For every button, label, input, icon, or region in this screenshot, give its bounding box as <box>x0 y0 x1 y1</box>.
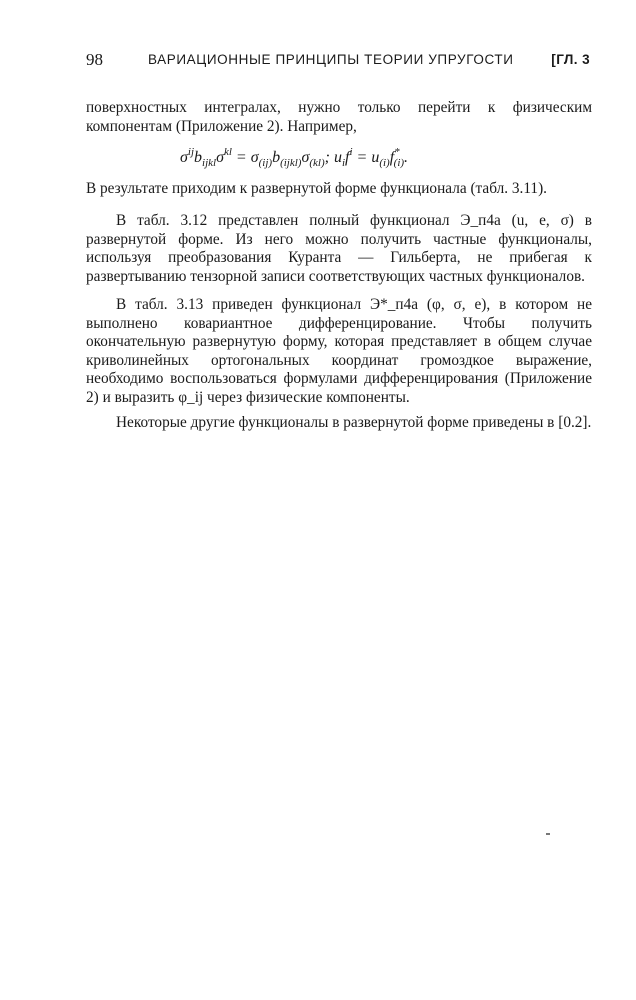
equation <box>180 143 500 171</box>
paragraph-result: В результате приходим к развернутой форме функционала (табл. 3.11). <box>86 180 547 197</box>
paragraph-table-3-12: В табл. 3.12 представлен полный функционал Э_п4а (u, e, σ) в развернутой форме. Из него можно получить частные функционалы, используя преобразования Куранта — Гильберта, не прибегая к развертыванию тензорной записи соответствующих частных функционалов. <box>86 212 592 285</box>
paragraph-intro: поверхностных интегралах, нужно только перейти к физическим компонентам (Приложение 2). Например, <box>86 99 592 135</box>
paragraph-table-3-13: В табл. 3.13 приведен функционал Э*_п4а (φ, σ, e), в котором не выполнено ковариантное дифференцирование. Чтобы получить окончательную развернутую форму, которая представляет в общем случае криволинейных ортогональных координат громоздкое выражение, необходимо воспользоваться формулами дифференцирования (Приложение 2) и выразить φ_ij через физические компоненты. <box>86 296 592 406</box>
page-header <box>86 50 594 74</box>
paragraph-other-functionals: Некоторые другие функционалы в развернутой форме приведены в [0.2]. <box>116 414 592 431</box>
chapter-mark: [ГЛ. 3 <box>551 52 590 67</box>
svg-text:σijbijklσkl = σ(ij)b(ijkl)σ(kl: $\sigma^{ij}b_{ijkl}\sigma^{kl} = \sigma_{(ij)}b_{(ijkl)}\sigma_{(kl)}$; $u_if^i = u_{(i)}f^*$ (i). <box>180 146 409 169</box>
running-title: ВАРИАЦИОННЫЕ ПРИНЦИПЫ ТЕОРИИ УПРУГОСТИ <box>148 52 514 67</box>
print-speck <box>546 833 550 835</box>
equation-formula <box>180 143 500 171</box>
page-number: 98 <box>86 50 103 69</box>
